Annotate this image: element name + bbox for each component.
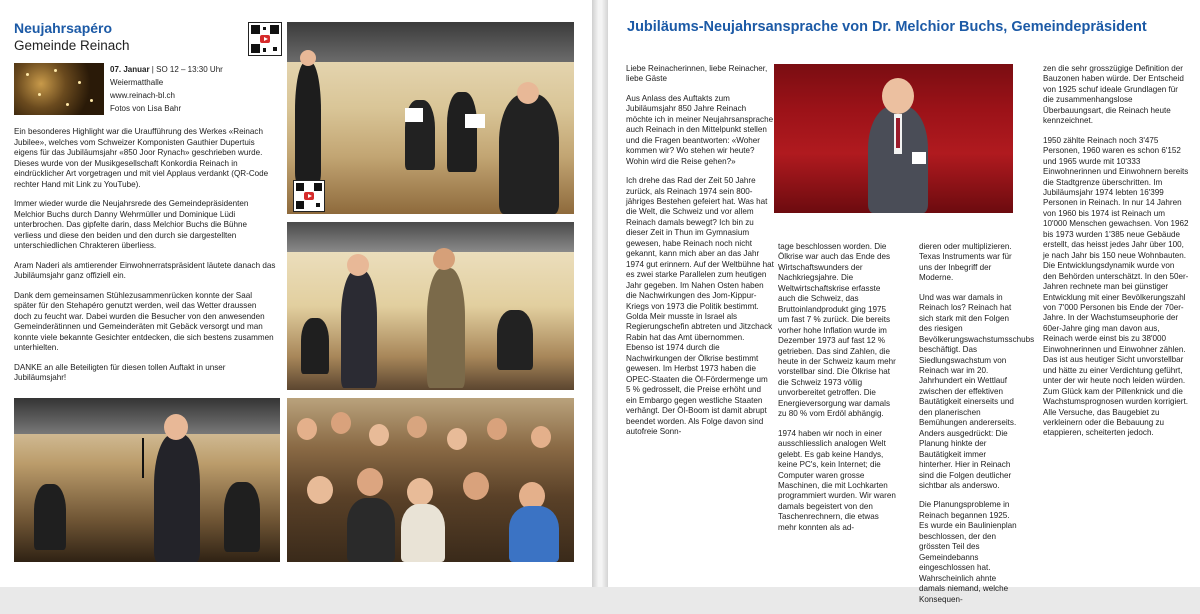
left-article	[14, 127, 276, 393]
paragraph: 1974 haben wir noch in einer ausschliesslich analogen Welt gelebt. Es gab keine Handys, keine PC's, kein Internet; die Computer waren grosse Maschinen, die mit Lochkarten programmiert wurden. Wir waren damals begeistert von den Taschenrechnern, die etwas mehr konnten als ad-	[778, 428, 896, 532]
section-subtitle: Gemeinde Reinach	[14, 38, 130, 53]
paragraph: Ein besonderes Highlight war die Uraufführung des Werkes «Reinach Jubilee», welches vom Schweizer Komponisten Gauthier Dupertuis eigens für das Jubiläumsjahr «850 Joor Rynach» geschrieben wurde. Dieses wurde von der Musikgesellschaft Konkordia Reinach in eindrücklicher Art vorgetragen und mit viel Applaus verdankt (QR-Code rechter Hand mit Link zu YouTube).	[14, 127, 269, 189]
qr-code-icon[interactable]	[248, 22, 282, 56]
youtube-play-icon	[260, 35, 270, 43]
article-column-4	[1043, 64, 1189, 448]
event-time: | SO 12 – 13:30 Uhr	[149, 65, 223, 74]
photo-credit: Fotos von Lisa Bahr	[110, 104, 182, 113]
article-title: Jubiläums-Neujahrsansprache von Dr. Melchior Buchs, Gemeindepräsident	[627, 19, 1147, 35]
paragraph: DANKE an alle Beteiligten für diesen tollen Auftakt in unser Jubiläumsjahr!	[14, 362, 226, 382]
photo-speaker	[14, 398, 280, 562]
paragraph: zen die sehr grosszügige Definition der Bauzonen haben würde. Der Entscheid von 1925 schuf ideale Grundlagen für die zusammenhangslose Überbauungsart, die Reinach heute kennzeichnet.	[1043, 64, 1184, 126]
article-column-2	[778, 242, 896, 542]
paragraph: dieren oder multiplizieren. Texas Instruments war für uns der Inbegriff der Moderne.	[919, 242, 1012, 283]
article-column-1	[626, 64, 774, 446]
paragraph: tage beschlossen worden. Die Ölkrise war auch das Ende des Wirtschaftswunders der Nachkriegsjahre. Die Weltwirtschaftskrise erfasste auch die Schweiz, das Bruttoinlandprodukt ging 1975 um fast 7 % zurück. Die bereits vorher hohe Inflation wurde im Dezember 1973 auf fast 12 % getrieben. Das sind Zahlen, die heute in der Schweiz kaum mehr vorstellbar sind. Die Ölkrise hat die Schweiz 1973 völlig unvorbereitet getroffen. Die Energieversorgung war damals zu 80 % vom Erdöl abhängig.	[778, 242, 896, 419]
photo-audience	[287, 398, 574, 562]
photo-stage-duo	[287, 222, 574, 390]
event-website[interactable]: www.reinach-bl.ch	[110, 91, 175, 100]
paragraph: Aus Anlass des Auftakts zum Jubiläumsjahr 850 Jahre Reinach möchte ich in meiner Neujahrsansprache auch Reinach in den Mittelpunkt stellen und die Fragen beantworten: «Woher kommen wir? Wo stehen wir heute? Wohin wird die Reise gehen?»	[626, 93, 774, 166]
paragraph: Die Planungsprobleme in Reinach begannen 1925. Es wurde ein Baulinienplan beschlossen, der den grössten Teil des Gemeindebanns eingeschlossen hat. Wahrscheinlich ahnte damals niemand, welche Konsequen-	[919, 500, 1017, 604]
paragraph: Ich drehe das Rad der Zeit 50 Jahre zurück, als Reinach 1974 sein 800-jähriges Bestehen gefeiert hat. Was hat die Welt, die Schweiz und vor allem Reinach damals bewegt? Ich bin zu dieser Zeit in Thun im Gymnasium gewesen, habe Reinach noch nicht gekannt, kann mich aber an das Jahr 1974 gut erinnern. Auf der Weltbühne hat es zwei starke Parallelen zum heutigen Jahr gegeben. Im Nahen Osten haben die Nachwirkungen des Jom-Kippur-Kriegs von 1973 die Politik bestimmt. Golda Meir musste in Israel als Regierungschefin abtreten und Jitzchack Rabin hat das Amt übernommen. Ebenso ist 1974 durch die Nachwirkungen der Ölkrise bestimmt gewesen. Im Herbst 1973 haben die OPEC-Staaten die Öl-Fördermenge um 5 % gedrosselt, die Preise erhöht und ein Embargo gegen westliche Staaten verhängt. Der Öl-Boom ist damit abrupt beendet worden. Als Folge davon sind autofreie Sonn-	[626, 176, 774, 436]
paragraph: Aram Naderi als amtierender Einwohnerratspräsident läutete danach das Jubiläumsjahr ganz offiziell ein.	[14, 260, 276, 280]
photo-mayor-speech	[774, 64, 1013, 213]
paragraph: Liebe Reinacherinnen, liebe Reinacher, liebe Gäste	[626, 64, 768, 84]
page-gutter	[592, 0, 608, 587]
paragraph: Immer wieder wurde die Neujahrsrede des Gemeindepräsidenten Melchior Buchs durch Danny Wehrmüller und Dominique Lüdi unterbrochen. Das gipfelte darin, dass Melchior Buchs die Bühne verliess und diese den beiden und den durch sie dargestellten unterschiedlichen Chrakteren überliess.	[14, 199, 249, 250]
paragraph: Und was war damals in Reinach los? Reinach hat sich stark mit den Folgen des riesigen Bevölkerungswachstumsschubs beschäftigt. Das Siedlungswachstum von Reinach war im 20. Jahrhundert ein Wettlauf zwischen der effektiven Bautätigkeit einerseits und den planerischen Bemühungen andererseits. Anders ausgedrückt: Die Planung hinkte der Bautätigkeit immer hinterher. Hier in Reinach sind die Folgen deutlicher sichtbar als anderswo.	[919, 292, 1035, 490]
event-venue: Weiermatthalle	[110, 78, 164, 87]
left-page	[0, 0, 592, 587]
section-title: Neujahrsapéro	[14, 20, 113, 36]
paragraph: Dank dem gemeinsamen Stühlezusammenrücken konnte der Saal später für den Stehapéro genutzt werden, weil das Wetter draussen doch zu feucht war. Dabei wurden die Besucher von den anwesenden Gemeinderätinnen und Gemeinderäten mit Gebäck versorgt und man konnte viele bekannte Gesichter entdecken, die sich bestens zusammen unterhielten.	[14, 290, 274, 352]
event-date: 07. Januar	[110, 65, 150, 74]
youtube-play-icon	[304, 192, 314, 200]
article-column-3	[919, 242, 1035, 614]
paragraph: 1950 zählte Reinach noch 3'475 Personen, 1960 waren es schon 6'152 und 1965 wurde mit 10'333 Einwohnerinnen und Einwohnern bereits die Stadtgrenze überschritten. Im Jubiläumsjahr 1974 lebten 16'399 Personen in Reinach. In nur 14 Jahren von 1960 bis 1974 ist Reinach um 10'000 Menschen gewachsen. Von 1962 bis 1973 wurden 1'385 neue Gebäude erstellt, das heisst jedes Jahr über 100, je nach Jahr bis 150 neue Wohnbauten. Die Entwicklungsdynamik wurde von den Behörden unterschätzt. In den 50er-Jahren rechnete man bei günstiger Entwicklung mit einer Bevölkerungszahl von 7'000 Personen bis Ende der 70er-Jahre. In der Wachstumseuphorie der 60er-Jahre ging man davon aus, Reinach werde einst bis zu 38'000 Einwohnerinnen und Einwohner zählen. Das ist aus heutiger Sicht unvorstellbar und hätte zu einer Verdichtung geführt, unter der wir heute noch leiden würden. Zum Glück kam der Pillenknick und die Wachstumsprognosen wurden korrigiert. Alle Versuche, das Baugebiet zu verkleinern oder die Bebauung zu etappieren, scheiterten jedoch.	[1043, 135, 1189, 438]
event-info	[110, 63, 260, 115]
photo-band-conductor	[287, 22, 574, 214]
qr-code-icon[interactable]	[293, 180, 325, 212]
champagne-thumbnail	[14, 63, 104, 115]
